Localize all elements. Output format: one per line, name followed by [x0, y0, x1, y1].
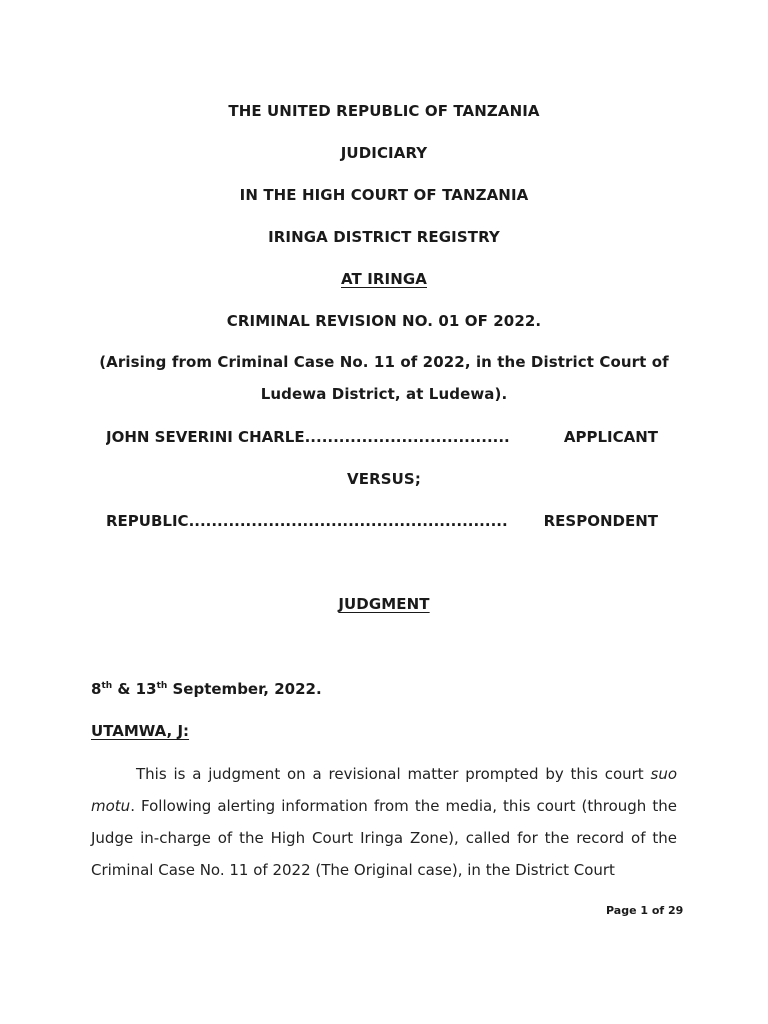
applicant-role: APPLICANT [563, 428, 658, 446]
applicant-line [106, 428, 658, 446]
date-day-1: 8 [91, 680, 102, 698]
heading-republic: THE UNITED REPUBLIC OF TANZANIA [228, 102, 540, 120]
paragraph-text-2: . Following alerting information from the media, this court (through the Judge in-charge of the High Court Iringa Zone), called for the record of the Criminal Case No. 11 of 2022 (The Original case), in the District Court [91, 797, 677, 879]
date-sup-2: th [156, 681, 168, 691]
paragraph-italic: suo motu [91, 765, 677, 815]
respondent-role: RESPONDENT [543, 512, 658, 530]
judgment-paragraph [91, 758, 677, 886]
case-title: CRIMINAL REVISION NO. 01 OF 2022. [226, 312, 542, 330]
judge-name: UTAMWA, J: [91, 722, 190, 740]
applicant-dots: .................................... [304, 428, 510, 446]
date-sup-1: th [101, 681, 113, 691]
date-middle: & 13 [112, 680, 157, 698]
heading-judiciary: JUDICIARY [340, 144, 428, 162]
respondent-line [106, 512, 658, 530]
judgment-heading: JUDGMENT [338, 595, 430, 613]
heading-registry: IRINGA DISTRICT REGISTRY [268, 228, 500, 246]
applicant-name: JOHN SEVERINI CHARLE [106, 428, 305, 446]
versus-label: VERSUS; [347, 470, 421, 488]
paragraph-text-1: This is a judgment on a revisional matter prompted by this court [136, 765, 651, 783]
respondent-name: REPUBLIC [106, 512, 189, 530]
heading-location: AT IRINGA [341, 270, 427, 288]
date-rest: September, 2022. [167, 680, 322, 698]
arising-line-2: Ludewa District, at Ludewa). [260, 385, 508, 403]
arising-line-1: (Arising from Criminal Case No. 11 of 2022, in the District Court of [99, 353, 669, 371]
heading-court: IN THE HIGH COURT OF TANZANIA [239, 186, 529, 204]
hearing-dates [91, 680, 322, 698]
respondent-dots: ........................................................ [188, 512, 508, 530]
page-number: Page 1 of 29 [606, 904, 684, 917]
